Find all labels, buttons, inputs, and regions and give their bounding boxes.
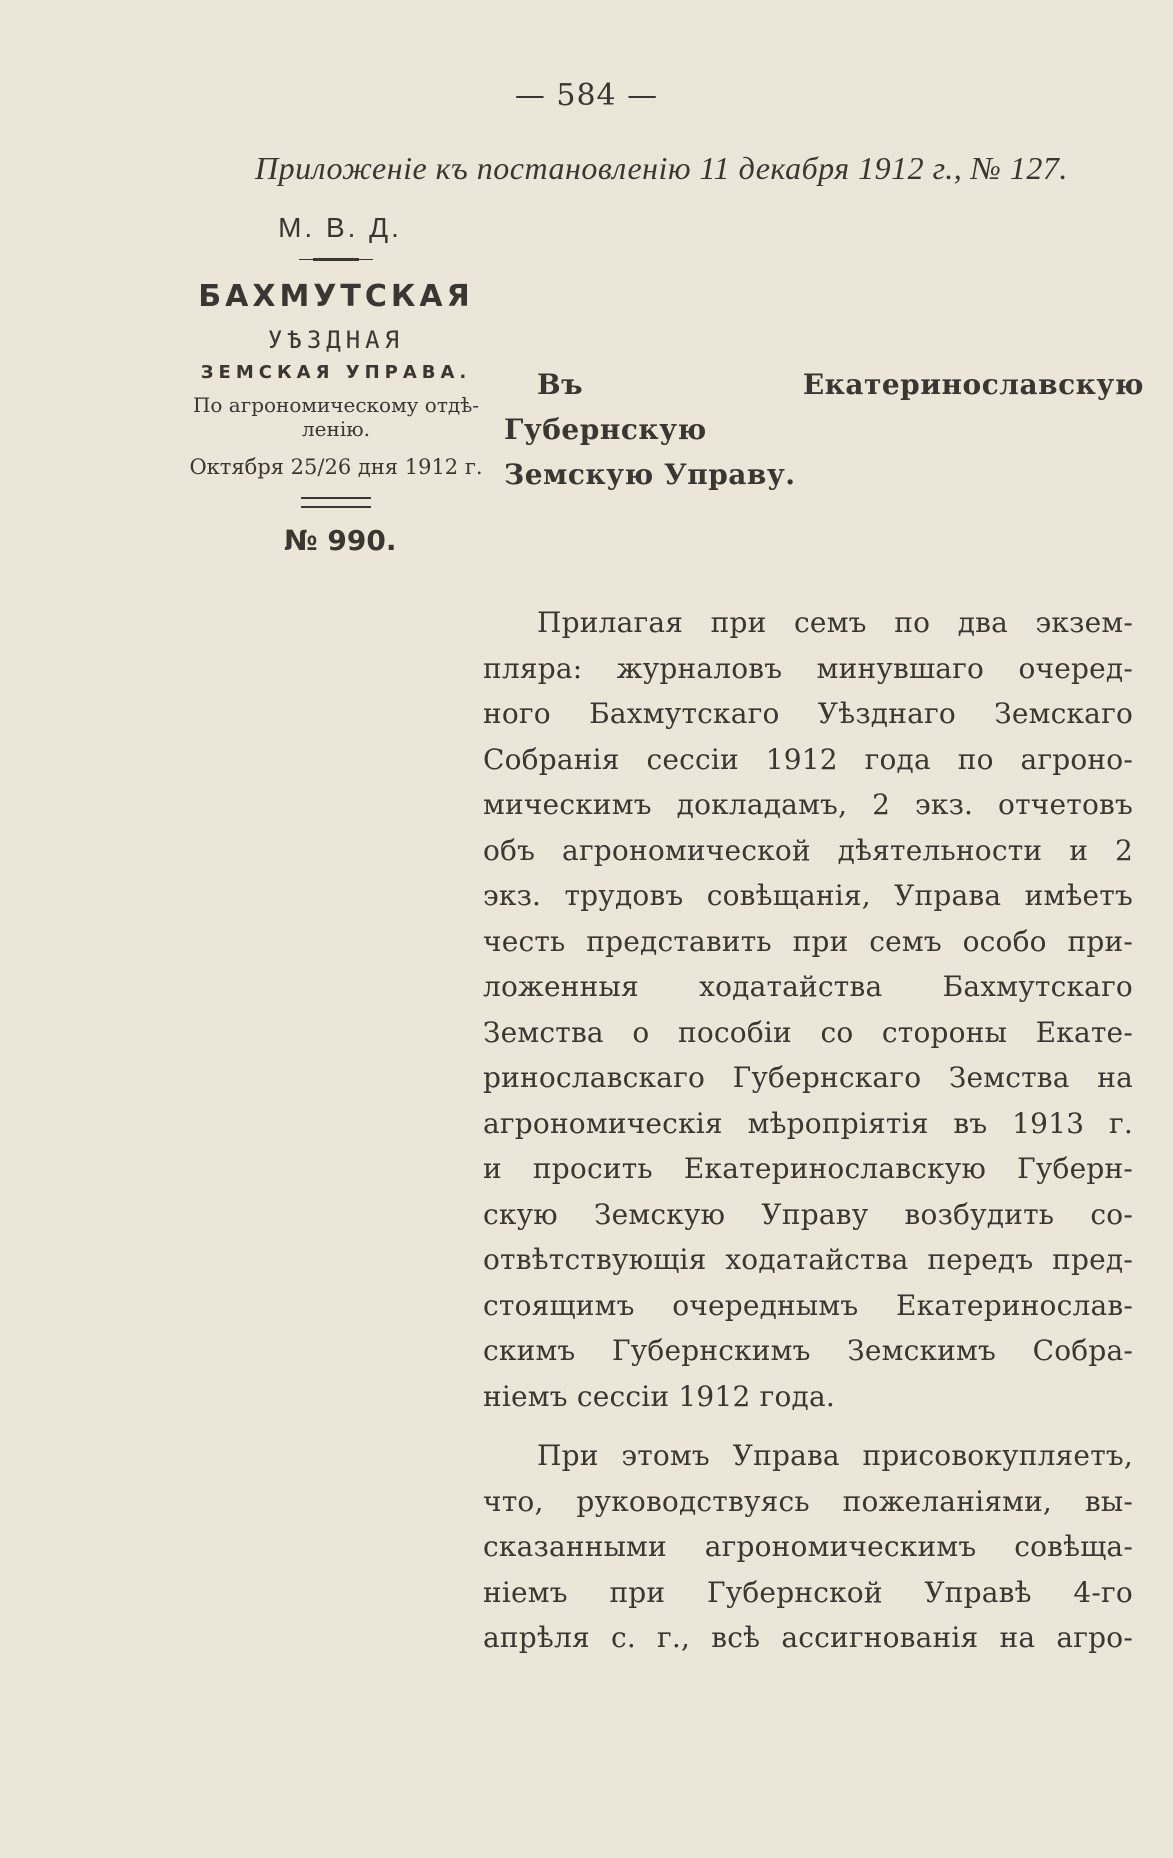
text-line: сказанными агрономическимъ совѣща- [483,1530,1133,1563]
text-line: отвѣтствующія ходатайства передъ пред- [483,1243,1133,1276]
text-line: пляра: журналовъ минувшаго очеред- [483,651,1133,685]
annex-line: Приложеніе къ постановленію 11 декабря 1912 г., № 127. [255,150,1068,186]
sender-block [180,212,492,557]
paragraph-2 [483,1433,1133,1661]
letter-number: № 990. [284,524,397,557]
text-line: экз. трудовъ совѣщанія, Управа имѣетъ [483,879,1133,912]
text-line: стоящимъ очереднымъ Екатеринослав- [483,1288,1133,1322]
text-line: При этомъ Управа присовокупляетъ, [537,1439,1133,1472]
text-line: ложенныя ходатайства Бахмутскаго [483,970,1133,1003]
text-line: честь представить при семъ особо при- [483,924,1133,958]
text-line: Земства о пособіи со стороны Екате- [483,1015,1133,1049]
double-divider [301,497,371,508]
recipient-address [504,362,1144,497]
letter-date: Октября 25/26 дня 1912 г. [189,455,483,479]
paragraph-1 [483,600,1133,1419]
authority-name: БАХМУТСКАЯ [198,279,474,314]
text-line: ніемъ при Губернской Управѣ 4-го [483,1575,1133,1609]
text-line: объ агрономической дѣятельности и 2 [483,833,1133,867]
text-line: ного Бахмутскаго Уѣзднаго Земскаго [483,697,1133,730]
department-line: По агрономическому отдѣ- [192,393,480,417]
address-line: Земскую Управу. [504,458,796,491]
text-line: скую Земскую Управу возбудить со- [483,1197,1133,1231]
ministry: М. В. Д. [278,212,402,243]
divider [313,258,359,261]
board-name: ЗЕМСКАЯ УПРАВА. [200,362,472,383]
text-line: скимъ Губернскимъ Земскимъ Собра- [483,1334,1133,1367]
department [180,393,492,441]
text-line: Прилагая при семъ по два экзем- [537,606,1133,639]
text-line: Собранія сессіи 1912 года по агроно- [483,742,1133,776]
text-line: ринославскаго Губернскаго Земства на [483,1061,1133,1094]
text-line: что, руководствуясь пожеланіями, вы- [483,1484,1133,1518]
district-name: УѢЗДНАЯ [267,326,405,354]
text-line: мическимъ докладамъ, 2 экз. отчетовъ [483,788,1133,821]
page-number: — 584 — [514,78,659,113]
department-line: ленію. [301,417,371,441]
text-line: агрономическія мѣропріятія въ 1913 г. [483,1106,1133,1140]
text-line: ніемъ сессіи 1912 года. [483,1379,835,1413]
letter-body [483,600,1133,1661]
text-line: и просить Екатеринославскую Губерн- [483,1152,1133,1185]
text-line: апрѣля с. г., всѣ ассигнованія на агро- [483,1621,1133,1654]
address-line: Въ Екатеринославскую Губернскую [504,368,1144,446]
